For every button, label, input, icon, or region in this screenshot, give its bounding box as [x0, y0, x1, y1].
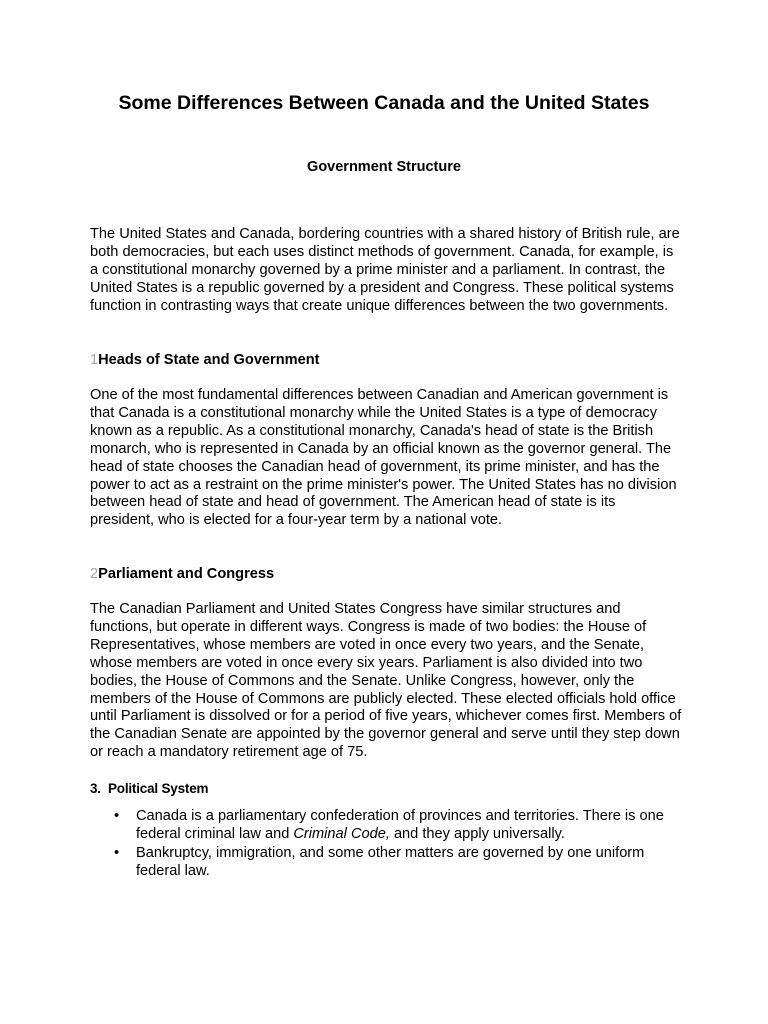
bullet-text-1a: Canada is a parliamentary confederation of provinces and territories. There is one federal criminal law and	[136, 808, 664, 842]
section-title-1: Heads of State and Government	[98, 352, 320, 368]
section-body-1: One of the most fundamental differences between Canadian and American government is that Canada is a constitutional monarchy while the United States is a type of democracy known as a republic. As a constitutional monarchy, Canada's head of state is the British monarch, who is represented in Canada by an official known as the governor general. The head of state chooses the Canadian head of government, its prime minister, and has the power to act as a restraint on the prime minister's power. The United States has no division between head of state and head of government. The American head of state is its president, who is elected for a four-year term by a national vote.	[90, 387, 677, 529]
list-item	[90, 808, 682, 844]
section-title-3: Political System	[107, 781, 209, 796]
bullet-icon: •	[114, 844, 120, 861]
list-item	[90, 845, 682, 881]
section-number-3: 3.	[90, 781, 101, 796]
bullet-text-1b: and they apply universally.	[389, 825, 565, 842]
document-title: Some Differences Between Canada and the United States	[118, 92, 650, 114]
section-number-2: 2	[90, 566, 99, 582]
bullet-icon: •	[114, 808, 120, 824]
document-subtitle: Government Structure	[307, 159, 461, 175]
section-number-1: 1	[90, 352, 99, 368]
section-title-2: Parliament and Congress	[98, 566, 275, 582]
section-heading-3	[90, 780, 682, 798]
section-body-2: The Canadian Parliament and United States Congress have similar structures and functions, but operate in different ways. Congress is made of two bodies: the House of Representatives, whose members are voted in once every two years, and the Senate, whose members are voted in once every six years. Parliament is also divided into two bodies, the House of Commons and the Senate. Unlike Congress, however, only the members of the House of Commons are publicly elected. These elected officials hold office until Parliament is dissolved or for a period of five years, whichever comes first. Members of the Canadian Senate are appointed by the governor general and serve until they step down or reach a mandatory retirement age of 75.	[90, 601, 682, 761]
bullet-text-2: Bankruptcy, immigration, and some other matters are governed by one uniform federal law.	[136, 844, 645, 879]
bullet-text-1-italic: Criminal Code,	[293, 825, 390, 842]
intro-paragraph: The United States and Canada, bordering countries with a shared history of British rule, are both democracies, but each uses distinct methods of government. Canada, for example, is a constitutional monarchy governed by a prime minister and a parliament. In contrast, the United States is a republic governed by a president and Congress. These political systems function in contrasting ways that create unique differences between the two governments.	[90, 226, 680, 314]
section-heading-2	[90, 565, 682, 583]
section-heading-1	[90, 351, 682, 369]
political-system-list	[90, 808, 682, 882]
